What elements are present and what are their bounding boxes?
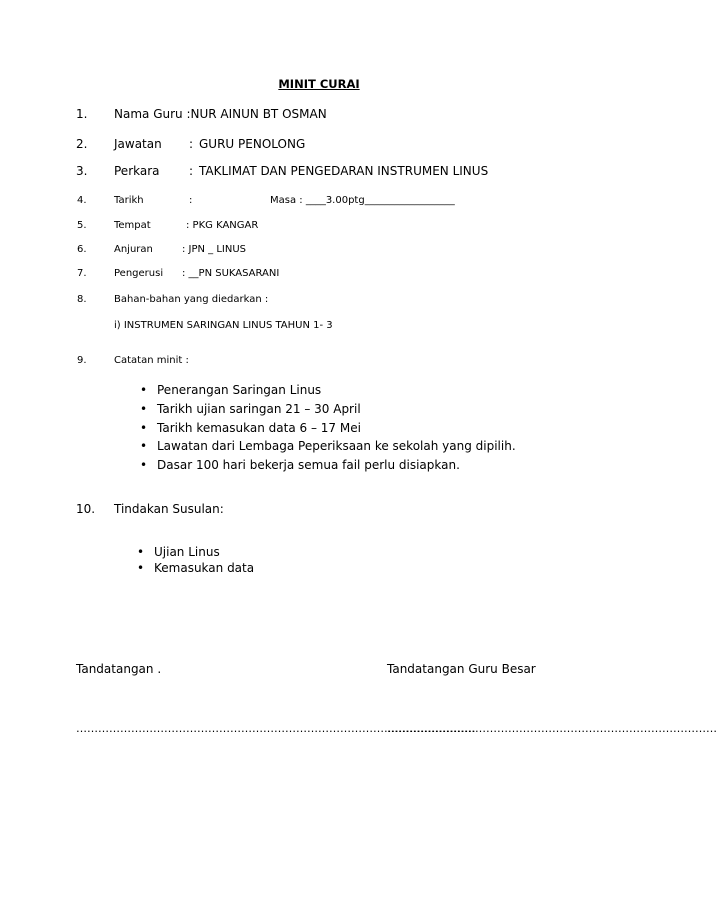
headmaster-signature-line: ……………………………………………………………………………… (387, 722, 717, 735)
note-item: • Dasar 100 hari bekerja semua fail perlu disiapkan. (157, 458, 460, 472)
page-title: MINIT CURAI (278, 77, 360, 91)
subject-label: Perkara (114, 164, 160, 178)
chairperson-value: : __PN SUKASARANI (182, 268, 280, 279)
item-number: 6. (77, 244, 87, 255)
material-item: i) INSTRUMEN SARINGAN LINUS TAHUN 1- 3 (114, 320, 333, 331)
organizer-value: : JPN _ LINUS (182, 244, 247, 255)
headmaster-signature-label: Tandatangan Guru Besar (387, 662, 536, 676)
venue-value: : PKG KANGAR (186, 220, 259, 231)
position-label: Jawatan (114, 137, 162, 151)
teacher-name: Nama Guru :NUR AINUN BT OSMAN (114, 107, 327, 121)
item-number: 5. (77, 220, 87, 231)
note-item: • Lawatan dari Lembaga Peperiksaan ke sekolah yang dipilih. (157, 439, 516, 453)
item-number: 7. (77, 268, 87, 279)
action-item: • Ujian Linus (154, 545, 220, 559)
venue-label: Tempat (114, 220, 151, 231)
chairperson-label: Pengerusi (114, 268, 164, 279)
colon: : (189, 195, 193, 206)
colon: : (189, 164, 194, 178)
item-number: 9. (77, 355, 87, 366)
item-number: 10. (76, 502, 96, 516)
time-field: Masa : ____3.00ptg__________________ (270, 195, 455, 206)
signature-line: ………………………………………………………………………………………………. (76, 722, 476, 735)
colon: : (189, 137, 194, 151)
notes-label: Catatan minit : (114, 355, 189, 366)
note-item: • Penerangan Saringan Linus (157, 383, 321, 397)
item-number: 2. (76, 137, 88, 151)
signature-label: Tandatangan . (76, 662, 162, 676)
subject-value: TAKLIMAT DAN PENGEDARAN INSTRUMEN LINUS (199, 164, 489, 178)
materials-label: Bahan-bahan yang diedarkan : (114, 294, 269, 305)
position-value: GURU PENOLONG (199, 137, 306, 151)
item-number: 4. (77, 195, 87, 206)
follow-up-label: Tindakan Susulan: (114, 502, 224, 516)
item-number: 1. (76, 107, 88, 121)
organizer-label: Anjuran (114, 244, 153, 255)
item-number: 3. (76, 164, 88, 178)
note-item: • Tarikh kemasukan data 6 – 17 Mei (157, 421, 361, 435)
note-item: • Tarikh ujian saringan 21 – 30 April (157, 402, 361, 416)
date-label: Tarikh (114, 195, 144, 206)
action-item: • Kemasukan data (154, 561, 254, 575)
item-number: 8. (77, 294, 87, 305)
